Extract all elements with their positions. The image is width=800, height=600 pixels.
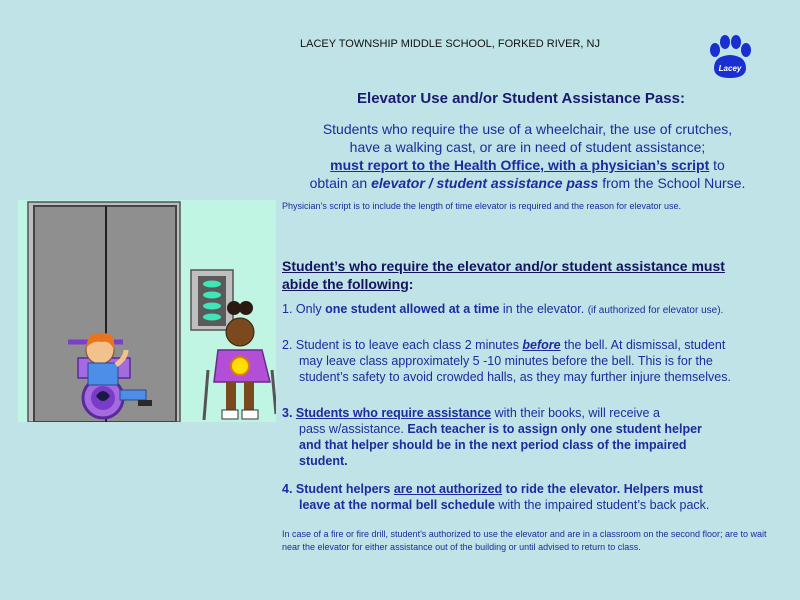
rule-2-emphasis: before [522, 338, 561, 352]
logo-text: Lacey [718, 64, 742, 73]
rule-3-line-4: student. [299, 454, 348, 468]
rule-item-3 [282, 405, 772, 469]
rule-2-line-2: may leave class approximately 5 -10 minutes before the bell. This is for the [299, 354, 713, 368]
rule-2-rest: the bell. At dismissal, student [560, 338, 726, 352]
intro-line-2: have a walking cast, or are in need of student assistance; [349, 139, 706, 155]
rule-3-line-2-start: pass w/assistance. [299, 422, 408, 436]
rule-3-emphasis: Students who require assistance [295, 406, 492, 420]
rule-4-line-2-rest: with the impaired student’s back pack. [494, 498, 710, 512]
intro-line-3 [280, 156, 775, 174]
school-header: LACEY TOWNSHIP MIDDLE SCHOOL, FORKED RIVER, NJ [300, 38, 600, 50]
intro-line-1: Students who require the use of a wheelchair, the use of crutches, [322, 121, 733, 137]
rule-3-line-2 [282, 421, 772, 437]
rules-heading-text: Student’s who require the elevator and/or student assistance must abide the following [282, 258, 725, 292]
script-note: Physician’s script is to include the length of time elevator is required and the reason for elevator use. [282, 201, 682, 211]
intro-line-4 [280, 174, 775, 192]
rule-item-4 [282, 481, 772, 513]
rule-1-start: 1. Only [282, 302, 326, 316]
elevator-illustration [18, 200, 276, 422]
elevator-button-panel-icon [191, 270, 233, 330]
rule-4-line-2-bold: leave at the normal bell schedule [299, 498, 495, 512]
rule-4-rest: to ride the elevator. Helpers must [502, 482, 703, 496]
fire-drill-note: In case of a fire or fire drill, student's authorized to use the elevator and are in a classroom on the second floor; are to wait near the elevator for either assistance out of the building or until advised to return to class. [282, 529, 767, 552]
rule-1-emphasis: one student allowed at a time [325, 302, 500, 316]
rule-4-line-2 [282, 497, 772, 513]
intro-paragraph [280, 120, 775, 192]
intro-line-4-start: obtain an [309, 175, 372, 191]
rule-3-line-3: and that helper should be in the next period class of the impaired [299, 438, 687, 452]
intro-requirement: must report to the Health Office, with a physician’s script [330, 157, 710, 173]
rule-3-rest: with their books, will receive a [491, 406, 660, 420]
rule-4-emphasis: are not authorized [393, 482, 503, 496]
rules-heading [282, 257, 752, 293]
rule-1-rest: in the elevator. [499, 302, 588, 316]
rule-1-note: (if authorized for elevator use). [587, 305, 724, 316]
rule-3-number: 3. [282, 406, 296, 420]
page-title: Elevator Use and/or Student Assistance Pass: [357, 90, 685, 107]
rule-4-start: 4. Student helpers [282, 482, 394, 496]
intro-line-4-end: from the School Nurse. [598, 175, 746, 191]
rule-2-start: 2. Student is to leave each class 2 minutes [282, 338, 523, 352]
rule-2-line-3: student’s safety to avoid crowded halls, as they may further injure themselves. [299, 370, 731, 384]
rule-3-line-2-bold: Each teacher is to assign only one student helper [407, 422, 702, 436]
rules-heading-colon: : [408, 276, 414, 292]
intro-line-3-rest: to [709, 157, 725, 173]
rule-item-1 [282, 301, 772, 319]
intro-pass-name: elevator / student assistance pass [371, 175, 599, 191]
rule-item-2 [282, 337, 772, 385]
paw-logo-icon [706, 34, 754, 80]
